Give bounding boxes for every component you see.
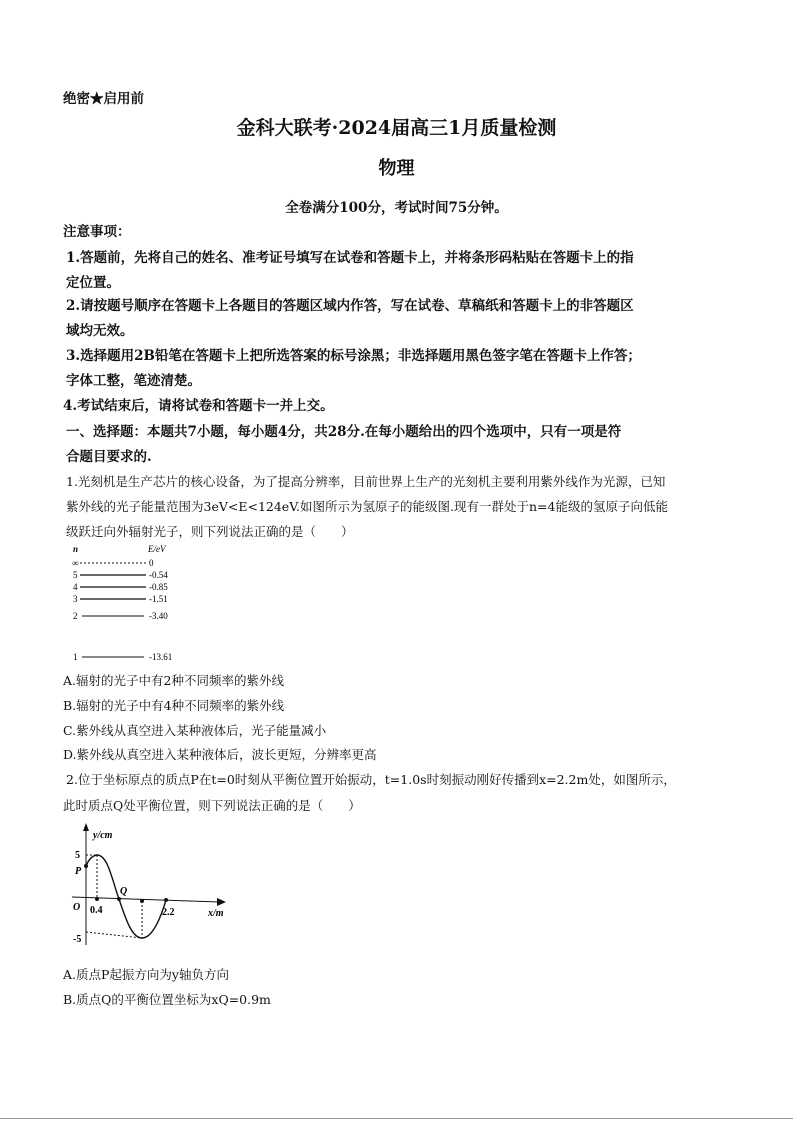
option-c: C.紫外线从真空进入某种液体后，光子能量减小 bbox=[63, 723, 327, 738]
n-label: n bbox=[73, 544, 79, 554]
y-min-label: -5 bbox=[73, 934, 82, 945]
point-q-label: Q bbox=[120, 886, 128, 897]
option-b: B.辐射的光子中有4种不同频率的紫外线 bbox=[63, 698, 285, 713]
svg-text:2: 2 bbox=[73, 611, 78, 621]
svg-text:-0.85: -0.85 bbox=[149, 582, 168, 592]
level-2 bbox=[73, 611, 168, 621]
x-axis bbox=[72, 897, 220, 902]
question-1-text: 紫外线的光子能量范围为3eV<E<124eV.如图所示为氢原子的能级图.现有一群处于n=4能级的氢原子向低能 bbox=[66, 499, 668, 514]
subject-title: 物理 bbox=[378, 158, 415, 179]
svg-text:3: 3 bbox=[73, 594, 78, 604]
notice-item: 定位置。 bbox=[66, 275, 120, 291]
x-axis-label: x/m bbox=[208, 908, 224, 919]
notice-item: 域均无效。 bbox=[66, 323, 134, 339]
x2-label: 2.2 bbox=[162, 907, 175, 918]
option-b: B.质点Q的平衡位置坐标为xQ=0.9m bbox=[63, 992, 271, 1007]
question-1-text: 1.光刻机是生产芯片的核心设备，为了提高分辨率，目前世界上生产的光刻机主要利用紫外线作为光源，已知 bbox=[66, 474, 666, 489]
notice-item: 2.请按题号顺序在答题卡上各题目的答题区域内作答，写在试卷、草稿纸和答题卡上的非答题区 bbox=[66, 298, 634, 314]
svg-text:0: 0 bbox=[149, 558, 154, 568]
level-4 bbox=[73, 582, 168, 592]
page-title: 金科大联考·2024届高三1月质量检测 bbox=[236, 117, 557, 139]
question-2-text: 2.位于坐标原点的质点P在t=0时刻从平衡位置开始振动，t=1.0s时刻振动刚好传播到x=2.2m处，如图所示， bbox=[66, 772, 676, 787]
y-axis-label: y/cm bbox=[93, 830, 113, 841]
svg-text:-0.54: -0.54 bbox=[149, 570, 168, 580]
svg-text:4: 4 bbox=[73, 582, 78, 592]
notice-item: 4.考试结束后，请将试卷和答题卡一并上交。 bbox=[63, 398, 334, 414]
notice-heading: 注意事项： bbox=[63, 224, 131, 240]
wave-graph bbox=[60, 820, 240, 950]
page-divider bbox=[0, 1118, 793, 1119]
svg-text:-13.61: -13.61 bbox=[149, 652, 173, 662]
origin-label: O bbox=[73, 902, 81, 913]
option-a: A.辐射的光子中有2种不同频率的紫外线 bbox=[63, 673, 284, 688]
svg-text:-1.51: -1.51 bbox=[149, 594, 168, 604]
energy-level-diagram bbox=[60, 542, 200, 668]
svg-text:-3.40: -3.40 bbox=[149, 611, 168, 621]
x1-label: 0.4 bbox=[90, 905, 103, 916]
level-3 bbox=[73, 594, 168, 604]
section-heading: 合题目要求的. bbox=[66, 449, 152, 465]
exam-info: 全卷满分100分，考试时间75分钟。 bbox=[285, 200, 508, 216]
level-1 bbox=[73, 652, 172, 662]
section-heading: 一、选择题：本题共7小题，每小题4分，共28分.在每小题给出的四个选项中，只有一项是符 bbox=[66, 424, 622, 440]
point-p-label: P bbox=[75, 866, 82, 877]
level-inf bbox=[72, 558, 154, 568]
notice-item: 1.答题前，先将自己的姓名、准考证号填写在试卷和答题卡上，并将条形码粘贴在答题卡上的指 bbox=[66, 250, 634, 266]
question-1-text: 级跃迁向外辐射光子，则下列说法正确的是（ ） bbox=[66, 524, 354, 539]
svg-text:∞: ∞ bbox=[72, 558, 79, 568]
notice-item: 3.选择题用2B铅笔在答题卡上把所选答案的标号涂黑；非选择题用黑色签字笔在答题卡上作答； bbox=[66, 348, 641, 364]
svg-text:5: 5 bbox=[73, 570, 78, 580]
question-2-text: 此时质点Q处平衡位置，则下列说法正确的是（ ） bbox=[63, 798, 361, 813]
energy-label: E/eV bbox=[148, 544, 166, 554]
svg-text:1: 1 bbox=[73, 652, 78, 662]
option-a: A.质点P起振方向为y轴负方向 bbox=[63, 967, 229, 982]
y-max-label: 5 bbox=[75, 850, 80, 861]
level-5 bbox=[73, 570, 168, 580]
option-d: D.紫外线从真空进入某种液体后，波长更短，分辨率更高 bbox=[63, 747, 377, 762]
notice-item: 字体工整，笔迹清楚。 bbox=[66, 373, 201, 389]
secret-label: 绝密★启用前 bbox=[63, 91, 144, 107]
